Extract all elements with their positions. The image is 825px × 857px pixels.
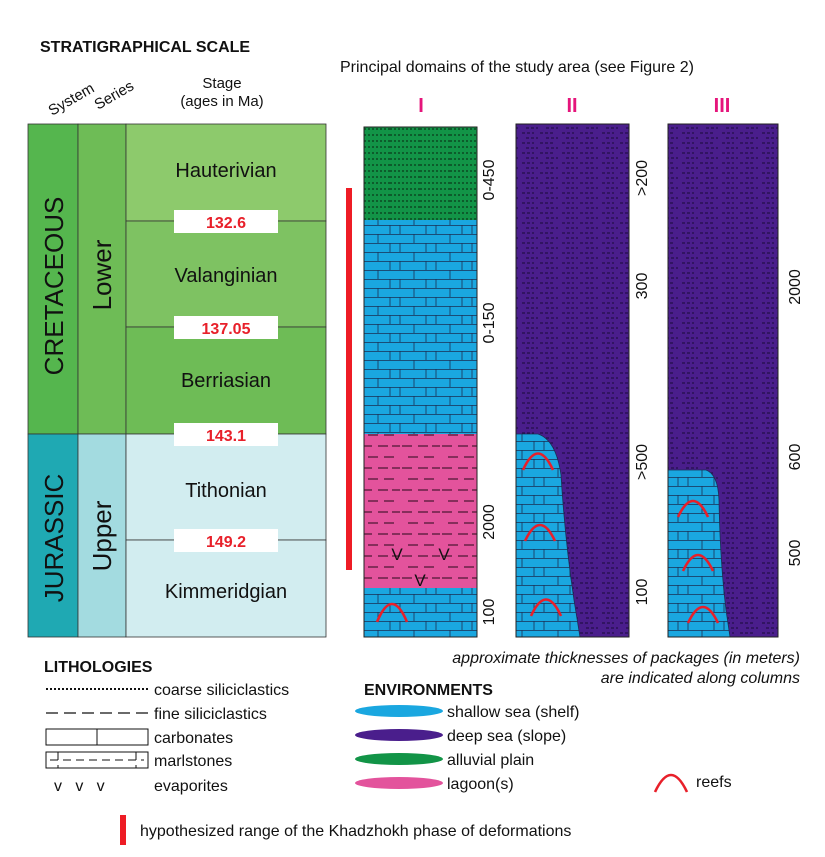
khadzhokh-legend-bar bbox=[120, 815, 126, 845]
alluvial-plain-package bbox=[364, 127, 477, 220]
evaporite-mark: V bbox=[414, 571, 426, 590]
khadzhokh-legend-label: hypothesized range of the Khadzhokh phase of deformations bbox=[140, 823, 572, 840]
shallow-sea-swatch bbox=[355, 705, 443, 717]
domain-label-3: III bbox=[713, 95, 731, 117]
deep-sea-swatch bbox=[355, 729, 443, 741]
domain-label-1: I bbox=[418, 95, 424, 117]
legend-fine-siliciclastics: fine siliciclastics bbox=[154, 706, 267, 723]
legend-reefs: reefs bbox=[696, 774, 732, 791]
system-cretaceous-label: CRETACEOUS bbox=[39, 196, 69, 376]
thickness-label: >200 bbox=[634, 159, 651, 197]
column-header-stage-ages: (ages in Ma) bbox=[180, 93, 264, 110]
lagoon-package bbox=[364, 434, 477, 588]
column-domain-3 bbox=[668, 124, 778, 637]
column-domain-1 bbox=[364, 127, 477, 637]
age-label: 132.6 bbox=[205, 215, 247, 232]
thickness-note-line1: approximate thicknesses of packages (in meters) bbox=[452, 650, 800, 667]
reef-legend-icon bbox=[655, 775, 687, 792]
thickness-label: 600 bbox=[787, 443, 804, 471]
domain-label-2: II bbox=[566, 95, 578, 117]
system-jurassic-label: JURASSIC bbox=[39, 473, 69, 603]
khadzhokh-range-bar bbox=[346, 188, 352, 570]
legend-coarse-siliciclastics: coarse siliciclastics bbox=[154, 682, 290, 699]
stage-berriasian-label: Berriasian bbox=[180, 370, 272, 392]
stage-hauterivian-label: Hauterivian bbox=[175, 160, 277, 182]
stratigraphic-scale bbox=[28, 124, 326, 637]
column-header-stage: Stage bbox=[202, 75, 242, 92]
stage-valanginian-label: Valanginian bbox=[174, 265, 278, 287]
stage-tithonian-label: Tithonian bbox=[185, 480, 267, 502]
thickness-label: 100 bbox=[481, 598, 498, 626]
legend-shallow-sea: shallow sea (shelf) bbox=[447, 704, 580, 721]
age-label: 149.2 bbox=[205, 534, 247, 551]
legend-marlstones: marlstones bbox=[154, 753, 233, 770]
environments-legend bbox=[355, 682, 732, 793]
evaporite-mark: V bbox=[391, 545, 403, 564]
legend-evaporites: evaporites bbox=[154, 778, 228, 795]
shelf-carbonate-package bbox=[364, 220, 477, 434]
series-upper-label: Upper bbox=[87, 500, 117, 572]
legend-lagoons: lagoon(s) bbox=[447, 776, 514, 793]
column-header-series: Series bbox=[91, 77, 137, 114]
thickness-label: 100 bbox=[634, 578, 651, 606]
thickness-note-line2: are indicated along columns bbox=[600, 670, 800, 687]
thickness-label: 300 bbox=[634, 272, 651, 300]
series-lower-label: Lower bbox=[87, 239, 117, 311]
thickness-label: >500 bbox=[634, 443, 651, 481]
thickness-label: 0-150 bbox=[481, 302, 498, 344]
thickness-label: 500 bbox=[787, 539, 804, 567]
environments-title: ENVIRONMENTS bbox=[364, 682, 493, 699]
stage-kimmeridgian-label: Kimmeridgian bbox=[164, 581, 288, 603]
column-domain-2 bbox=[516, 124, 629, 637]
evaporite-mark: V bbox=[438, 545, 450, 564]
lagoon-swatch bbox=[355, 777, 443, 789]
alluvial-plain-swatch bbox=[355, 753, 443, 765]
thickness-label: 0-450 bbox=[481, 159, 498, 201]
column-header-system: System bbox=[45, 79, 98, 120]
thickness-label: 2000 bbox=[481, 504, 498, 540]
evaporites-symbol: v v v bbox=[54, 778, 105, 795]
lithologies-legend bbox=[44, 659, 289, 795]
lithologies-title: LITHOLOGIES bbox=[44, 659, 153, 676]
age-label: 143.1 bbox=[205, 428, 247, 445]
domains-title: Principal domains of the study area (see Figure 2) bbox=[340, 59, 694, 76]
legend-alluvial-plain: alluvial plain bbox=[447, 752, 535, 769]
scale-title: STRATIGRAPHICAL SCALE bbox=[40, 39, 251, 56]
legend-deep-sea: deep sea (slope) bbox=[447, 728, 567, 745]
legend-carbonates: carbonates bbox=[154, 730, 234, 747]
age-label: 137.05 bbox=[201, 321, 251, 338]
thickness-label: 2000 bbox=[787, 269, 804, 305]
